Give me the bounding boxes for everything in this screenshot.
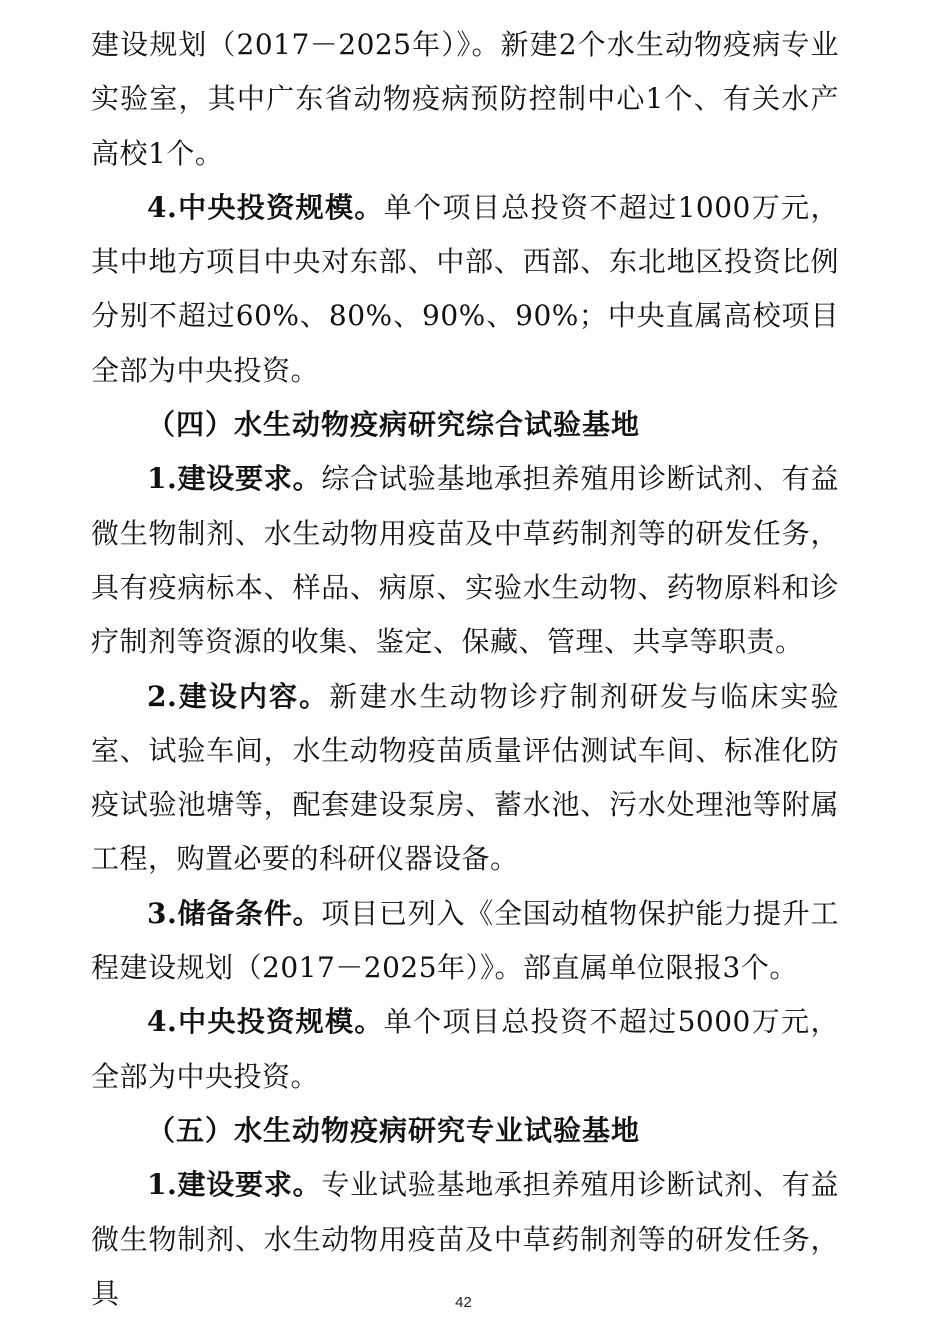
section-heading: （四）水生动物疫病研究综合试验基地 xyxy=(147,408,641,442)
paragraph-text: 单个项目总投资不超过1000万元，其中地方项目中央对东部、中部、西部、东北地区投资比例分别不超过60%、80%、90%、90%；中央直属高校项目全部为中央投资。 xyxy=(91,190,839,387)
paragraph-text: 新建水生动物诊疗制剂研发与临床实验室、试验车间，水生动物疫苗质量评估测试车间、标准化防疫试验池塘等，配套建设泵房、蓄水池、污水处理池等附属工程，购置必要的科研仪器设备。 xyxy=(91,679,839,876)
paragraph-lead: 4.中央投资规模。 xyxy=(147,190,384,224)
paragraph-lead: 1.建设要求。 xyxy=(147,462,322,496)
paragraph-lead: 3.储备条件。 xyxy=(147,896,322,930)
paragraph-continuation xyxy=(91,18,839,181)
paragraph-text: 建设规划（2017－2025年）》。新建2个水生动物疫病专业实验室，其中广东省动物疫病预防控制中心1个、有关水产高校1个。 xyxy=(91,28,839,170)
paragraph-investment-scale xyxy=(91,995,839,1104)
paragraph-reserve-conditions xyxy=(91,887,839,996)
document-body xyxy=(91,18,839,1321)
paragraph-investment-scale xyxy=(91,181,839,398)
paragraph-text: 综合试验基地承担养殖用诊断试剂、有益微生物制剂、水生动物用疫苗及中草药制剂等的研发任务，具有疫病标本、样品、病原、实验水生动物、药物原料和诊疗制剂等资源的收集、鉴定、保藏、管理、共享等职责。 xyxy=(91,462,839,659)
paragraph-text: 专业试验基地承担养殖用诊断试剂、有益微生物制剂、水生动物用疫苗及中草药制剂等的研发任务，具 xyxy=(91,1168,839,1310)
section-heading: （五）水生动物疫病研究专业试验基地 xyxy=(147,1113,641,1147)
paragraph-text: 项目已列入《全国动植物保护能力提升工程建设规划（2017－2025年）》。部直属单位限报3个。 xyxy=(91,896,839,985)
page-number: 42 xyxy=(455,1294,472,1311)
paragraph-requirements xyxy=(91,452,839,669)
paragraph-lead: 4.中央投资规模。 xyxy=(147,1005,384,1039)
paragraph-lead: 1.建设要求。 xyxy=(147,1168,322,1202)
paragraph-text: 单个项目总投资不超过5000万元，全部为中央投资。 xyxy=(91,1005,839,1093)
paragraph-lead: 2.建设内容。 xyxy=(147,679,330,713)
paragraph-content xyxy=(91,670,839,887)
